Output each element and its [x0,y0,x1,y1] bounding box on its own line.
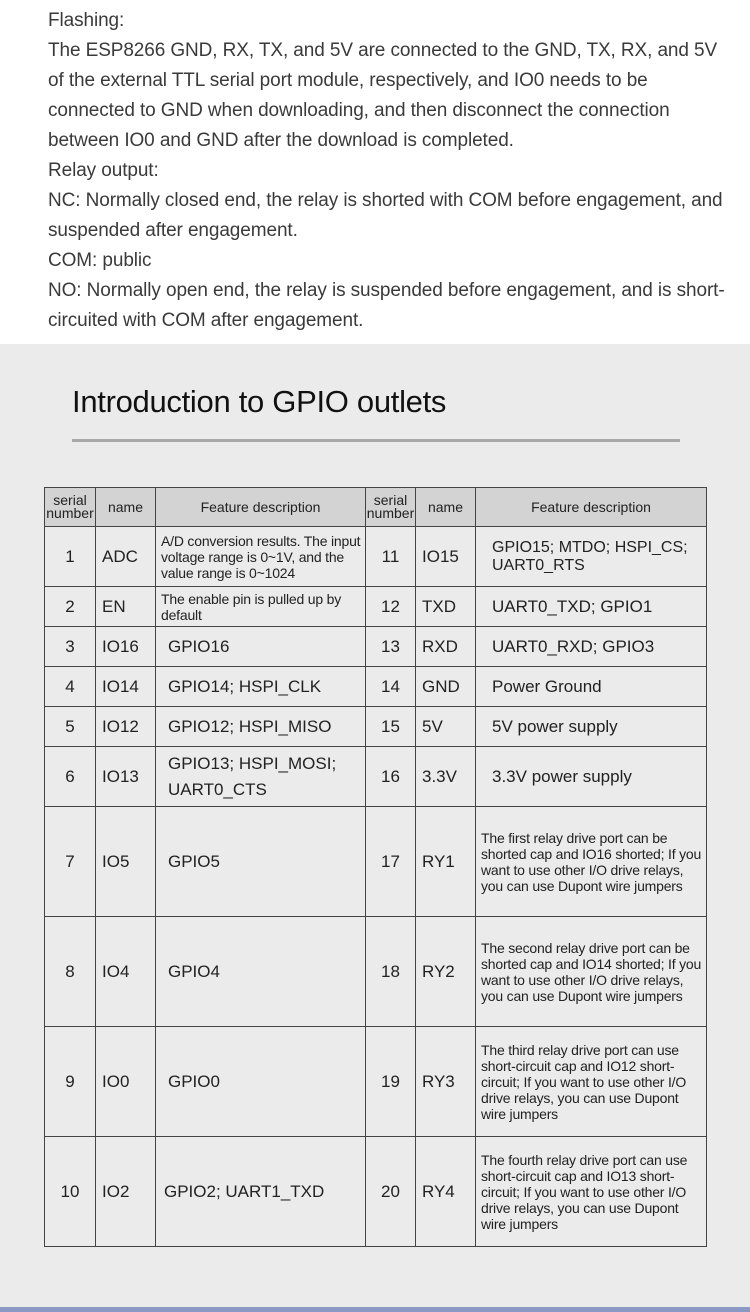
header-serial-number: serial number [366,488,416,527]
table-row [45,627,707,667]
intro-text-block [0,0,750,344]
table-row [45,527,707,587]
name-cell: IO5 [96,807,156,917]
name-cell: IO0 [96,1027,156,1137]
serial-cell: 11 [366,527,416,587]
name-cell: TXD [416,587,476,627]
description-cell: GPIO16 [156,627,366,667]
description-cell: GPIO5 [156,807,366,917]
description-cell: The third relay drive port can use short-circuit cap and IO12 short-circuit; If you want to use other I/O drive relays, you can use Dupont wire jumpers [476,1027,707,1137]
name-cell: IO14 [96,667,156,707]
serial-cell: 18 [366,917,416,1027]
name-cell: IO2 [96,1137,156,1247]
header-feature-description: Feature description [476,488,707,527]
serial-cell: 6 [45,747,96,807]
serial-cell: 12 [366,587,416,627]
serial-cell: 8 [45,917,96,1027]
serial-cell: 9 [45,1027,96,1137]
name-cell: RY3 [416,1027,476,1137]
serial-cell: 15 [366,707,416,747]
name-cell: IO16 [96,627,156,667]
serial-cell: 20 [366,1137,416,1247]
name-cell: RY1 [416,807,476,917]
title-divider [72,439,680,442]
table-row [45,1137,707,1247]
name-cell: GND [416,667,476,707]
serial-cell: 2 [45,587,96,627]
table-row [45,917,707,1027]
description-cell: UART0_TXD; GPIO1 [476,587,707,627]
serial-cell: 16 [366,747,416,807]
table-row [45,747,707,807]
serial-cell: 5 [45,707,96,747]
header-name: name [416,488,476,527]
no-description: NO: Normally open end, the relay is suspended before engagement, and is short-circuited with COM after engagement. [48,280,725,331]
table-row [45,587,707,627]
name-cell: ADC [96,527,156,587]
description-cell: GPIO4 [156,917,366,1027]
serial-cell: 7 [45,807,96,917]
nc-description: NC: Normally closed end, the relay is shorted with COM before engagement, and suspended after engagement. [48,190,723,241]
name-cell: RXD [416,627,476,667]
serial-cell: 17 [366,807,416,917]
description-cell: GPIO13; HSPI_MOSI; UART0_CTS [156,747,366,807]
description-cell: The fourth relay drive port can use short-circuit cap and IO13 short-circuit; If you want to use other I/O drive relays, you can use Dupont wire jumpers [476,1137,707,1247]
flashing-description: The ESP8266 GND, RX, TX, and 5V are connected to the GND, TX, RX, and 5V of the external TTL serial port module, respectively, and IO0 needs to be connected to GND when downloading, and then disconnect the connection between IO0 and GND after the download is completed. [48,40,718,151]
gpio-section [0,344,750,1312]
table-row [45,807,707,917]
name-cell: IO13 [96,747,156,807]
description-cell: A/D conversion results. The input voltage range is 0~1V, and the value range is 0~1024 [156,527,366,587]
description-cell: The enable pin is pulled up by default [156,587,366,627]
name-cell: IO12 [96,707,156,747]
description-cell: GPIO15; MTDO; HSPI_CS; UART0_RTS [476,527,707,587]
description-cell: GPIO0 [156,1027,366,1137]
description-cell: 5V power supply [476,707,707,747]
section-title: Introduction to GPIO outlets [72,384,447,419]
name-cell: EN [96,587,156,627]
header-name: name [96,488,156,527]
name-cell: RY2 [416,917,476,1027]
serial-cell: 13 [366,627,416,667]
flashing-heading: Flashing: [48,10,125,31]
table-header-row [45,488,707,527]
bottom-accent-bar [0,1307,750,1312]
serial-cell: 10 [45,1137,96,1247]
table-row [45,667,707,707]
description-cell: The second relay drive port can be shorted cap and IO14 shorted; If you want to use other I/O drive relays, you can use Dupont wire jumpers [476,917,707,1027]
description-cell: UART0_RXD; GPIO3 [476,627,707,667]
name-cell: IO4 [96,917,156,1027]
name-cell: RY4 [416,1137,476,1247]
name-cell: IO15 [416,527,476,587]
serial-cell: 14 [366,667,416,707]
header-feature-description: Feature description [156,488,366,527]
relay-output-heading: Relay output: [48,160,159,181]
serial-cell: 1 [45,527,96,587]
header-serial-number: serial number [45,488,96,527]
serial-cell: 3 [45,627,96,667]
table-row [45,707,707,747]
com-description: COM: public [48,250,152,271]
description-cell: GPIO12; HSPI_MISO [156,707,366,747]
description-cell: The first relay drive port can be shorted cap and IO16 shorted; If you want to use other I/O drive relays, you can use Dupont wire jumpers [476,807,707,917]
name-cell: 3.3V [416,747,476,807]
table-row [45,1027,707,1137]
description-cell: 3.3V power supply [476,747,707,807]
name-cell: 5V [416,707,476,747]
description-cell: GPIO14; HSPI_CLK [156,667,366,707]
description-cell: GPIO2; UART1_TXD [156,1137,366,1247]
serial-cell: 19 [366,1027,416,1137]
serial-cell: 4 [45,667,96,707]
gpio-table [44,487,707,1247]
description-cell: Power Ground [476,667,707,707]
